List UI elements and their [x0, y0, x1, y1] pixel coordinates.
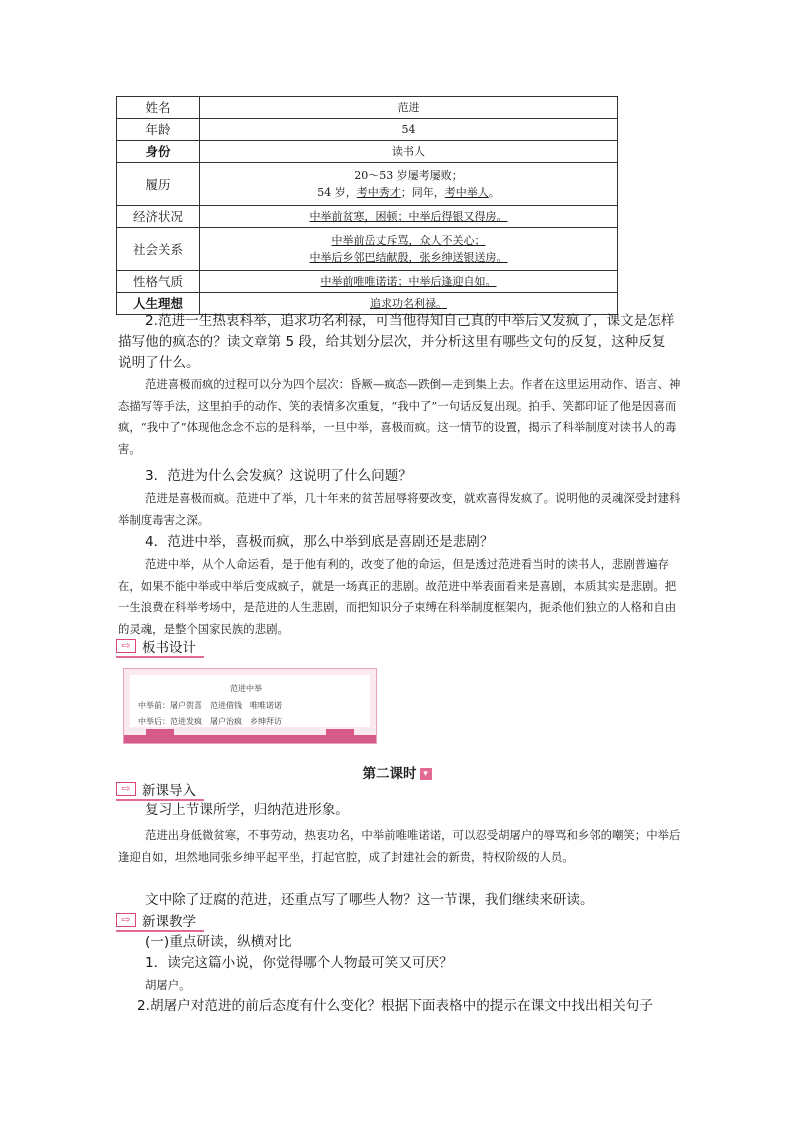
section-header-board: [116, 637, 196, 655]
teach-question-1: 1．读完这篇小说，你觉得哪个人物最可笑又可厌？: [145, 955, 453, 971]
row-key: 身份: [117, 141, 200, 163]
row-value: [200, 228, 618, 271]
blackboard-design-image: [123, 668, 377, 744]
row-key: 人生理想: [117, 293, 200, 315]
answer-2: 范进喜极而疯的过程可以分为四个层次：昏厥—疯态—跌倒—走到集上去。作者在这里运用动作、语言、神态描写等手法，这里拍手的动作、笑的表情多次重复，“我中了”一句话反复出现。拍手、笑都印证了他是因喜而疯，“我中了”体现他念念不忘的是科举，一旦中举，喜极而疯。这一情节的设置，揭示了科举制度对读书人的毒害。: [118, 377, 681, 456]
table-row: [117, 206, 618, 228]
board-line-1: 中举前：屠户贺喜 范进借钱 唯唯诺诺: [138, 701, 282, 710]
question-4: 4．范进中举，喜极而疯，那么中举到底是喜剧还是悲剧？: [145, 534, 494, 550]
resume-part: 54 岁，: [317, 186, 357, 199]
section-underline: [116, 656, 204, 658]
fan-jin-profile-table: [116, 96, 618, 315]
board-title: 范进中举: [230, 684, 262, 693]
row-value: 读书人: [200, 141, 618, 163]
table-row: [117, 119, 618, 141]
row-key: 年龄: [117, 119, 200, 141]
arrow-right-icon: ⇨: [116, 913, 136, 927]
teach-heading: (一)重点研读，纵横对比: [145, 934, 292, 950]
row-value: 范进: [200, 97, 618, 119]
resume-part-underlined: 考中举人: [444, 186, 489, 199]
section-header-intro: [116, 780, 196, 798]
row-value: [200, 206, 618, 228]
board-line-2: 中举后：范进发疯 屠户治疯 乡绅拜访: [138, 717, 282, 726]
section-label: 板书设计: [142, 640, 196, 656]
answer-4: 范进中举，从个人命运看，是于他有利的，改变了他的命运，但是透过范进看当时的读书人，悲剧普遍存在，如果不能中举或中举后变成疯子，就是一场真正的悲剧。故范进中举表面看来是喜剧，本质其实是悲剧。把一生浪费在科举考场中，是范进的人生悲剧，而把知识分子束缚在科举制度框架内，扼杀他们独立的人格和自由的灵魂，是整个国家民族的悲剧。: [118, 557, 677, 636]
question-3: 3．范进为什么会发疯？这说明了什么问题？: [145, 468, 412, 484]
row-key: 经济状况: [117, 206, 200, 228]
table-row: [117, 97, 618, 119]
resume-part-underlined: 考中秀才: [356, 186, 401, 199]
row-value: [200, 271, 618, 293]
row-key: 社会关系: [117, 228, 200, 271]
table-row: [117, 271, 618, 293]
table-row: [117, 163, 618, 206]
intro-answer: 范进出身低微贫寒，不事劳动，热衷功名，中举前唯唯诺诺，可以忍受胡屠户的辱骂和乡邻的嘲笑；中举后逢迎自如，坦然地同张乡绅平起平坐，打起官腔，成了封建社会的新贵，特权阶级的人员。: [118, 828, 681, 864]
row-key: 性格气质: [117, 271, 200, 293]
row-value-text: 中举前贫寒，困顿；中举后得银又得房。: [309, 210, 508, 223]
answer-3: 范进是喜极而疯。范进中了举，几十年来的贫苦屈辱将要改变，就欢喜得发疯了。说明他的灵魂深受封建科举制度毒害之深。: [118, 491, 681, 527]
intro-question-2: 文中除了迂腐的范进，还重点写了哪些人物？这一节课，我们继续来研读。: [145, 892, 594, 908]
resume-part: ；同年，: [400, 186, 445, 199]
board-tab: [146, 729, 174, 739]
lesson-title-text: 第二课时: [362, 766, 417, 782]
arrow-right-icon: ⇨: [116, 639, 136, 653]
teach-question-2: 2.胡屠户对范进的前后态度有什么变化？根据下面表格中的提示在课文中找出相关句子: [137, 998, 653, 1014]
row-value-text: 中举前唯唯诺诺；中举后逢迎自如。: [320, 275, 497, 288]
resume-part: 。: [488, 186, 500, 199]
chevron-down-icon: ▾: [420, 768, 432, 780]
lesson-title: [0, 762, 794, 782]
row-value-text: 追求功名利禄。: [370, 297, 447, 310]
section-header-teach: [116, 911, 196, 929]
table-row: [117, 228, 618, 271]
relation-line-2: 中举后乡邻巴结献殷，张乡绅送银送房。: [309, 251, 508, 264]
question-2: 2.范进一生热衷科举，追求功名利禄，可当他得知自己真的中举后又发疯了，课文是怎样描写他的疯态的？读文章第 5 段，给其划分层次，并分析这里有哪些文句的反复，这种反复说明了什么。: [118, 313, 675, 371]
row-key: 履历: [117, 163, 200, 206]
intro-question: 复习上节课所学，归纳范进形象。: [145, 802, 349, 818]
row-value: [200, 163, 618, 206]
table-row: [117, 141, 618, 163]
relation-line-1: 中举前岳丈斥骂，众人不关心；: [331, 234, 486, 247]
board-tab: [326, 729, 354, 739]
resume-line-1: 20～53 岁屡考屡败；: [354, 169, 463, 182]
row-value: 54: [200, 119, 618, 141]
resume-line-2: [204, 184, 613, 201]
arrow-right-icon: ⇨: [116, 782, 136, 796]
section-label: 新课导入: [142, 783, 196, 799]
teach-answer-1: 胡屠户。: [145, 978, 191, 992]
row-key: 姓名: [117, 97, 200, 119]
section-label: 新课教学: [142, 914, 196, 930]
